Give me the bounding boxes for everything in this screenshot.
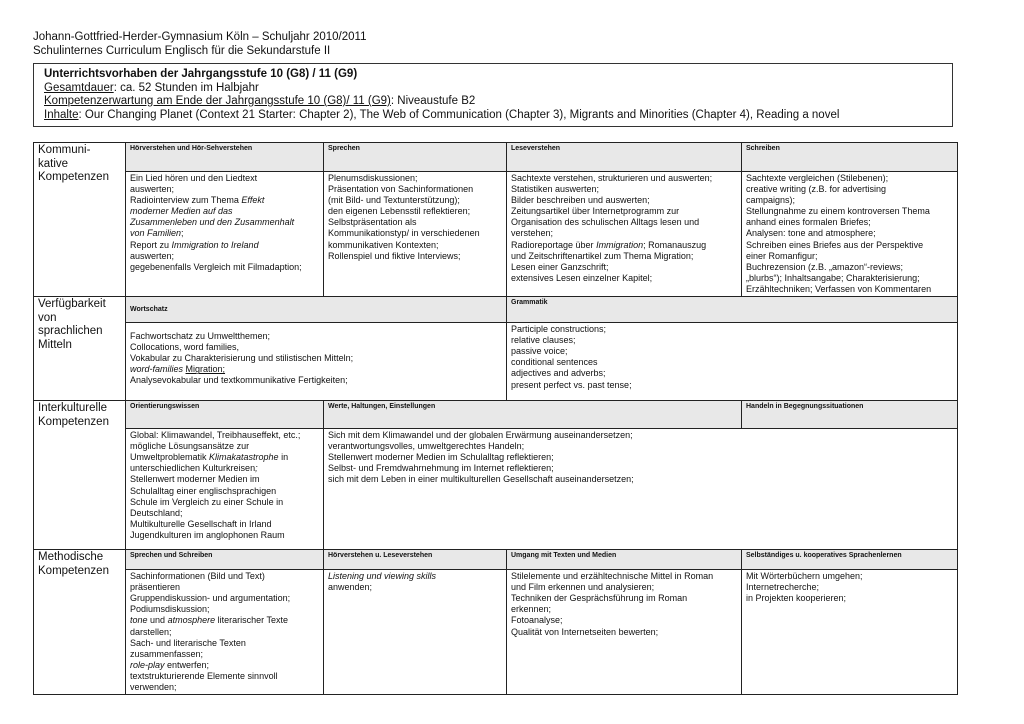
text-part: in: [278, 452, 289, 463]
text-part: Immigration to Ireland: [171, 239, 259, 250]
text-part: moderner Medien auf das: [130, 206, 233, 217]
text-line: präsentieren: [130, 582, 181, 593]
label-line: sprachlichen: [38, 325, 103, 338]
text-line: Statistiken auswerten;: [511, 184, 600, 195]
interkulturelle-label: [34, 401, 126, 550]
methodische-hoeren-cell: [324, 570, 507, 695]
orientierung-cell: [126, 429, 324, 550]
text-line: Stellungnahme zu einem kontroversen Thema: [746, 206, 930, 217]
document-header: [33, 31, 366, 58]
text-line: Fachwortschatz zu Umweltthemen;: [130, 331, 271, 342]
text-part: Listening und viewing skills: [328, 571, 437, 582]
text-line: Schulalltag einer englischsprachigen: [130, 485, 277, 496]
gesamtdauer-value: : ca. 52 Stunden im Halbjahr: [113, 81, 259, 94]
label-line: von: [38, 311, 57, 324]
header-hoerverstehen: Hörverstehen und Hör-Sehverstehen: [126, 143, 324, 172]
label-line: Mitteln: [38, 338, 72, 351]
methodische-sprechen-cell: [126, 570, 324, 695]
header-sprachenlernen: Selbständiges u. kooperatives Sprachenlernen: [742, 550, 958, 570]
label-line: Methodische: [38, 551, 104, 564]
text-line: passive voice;: [511, 346, 568, 357]
label-line: Interkulturelle: [38, 402, 108, 415]
text-line: zusammenfassen;: [130, 648, 204, 659]
label-line: Kompetenzen: [38, 415, 109, 428]
text-line: Selbst- und Fremdwahrnehmung im Internet reflektieren;: [328, 463, 554, 474]
text-part: von Familien: [130, 228, 182, 239]
vorhaben-title: Unterrichtsvorhaben der Jahrgangsstufe 10 (G8) / 11 (G9): [44, 68, 358, 80]
text-line: auswerten;: [130, 250, 175, 261]
text-line: mögliche Lösungsansätze zur: [130, 441, 250, 452]
text-part: unterschiedlichen Kulturkreisen: [130, 463, 256, 474]
text-line: adjectives and adverbs;: [511, 368, 606, 379]
text-part: role-play: [130, 659, 165, 670]
text-line: [130, 452, 319, 463]
text-line: Rollenspiel und fiktive Interviews;: [328, 250, 461, 261]
inhalte-label: Inhalte: [44, 108, 79, 121]
text-part: atmosphere: [167, 615, 216, 626]
kompetenzerwartung-label: Kompetenzerwartung am Ende der Jahrgangsstufe 10 (G8)/ 11 (G9): [44, 95, 391, 107]
text-line: [130, 660, 319, 671]
gesamtdauer-label: Gesamtdauer: [44, 81, 114, 94]
text-line: den eigenen Lebensstil reflektieren;: [328, 206, 471, 217]
text-part: Radioreportage über: [511, 239, 597, 250]
text-part: ;: [255, 463, 258, 474]
kommunikative-sprechen-cell: [324, 172, 507, 297]
text-line: [130, 240, 319, 251]
text-part: tone: [130, 615, 148, 626]
text-line: Sachtexte verstehen, strukturieren und auswerten;: [511, 173, 713, 183]
text-part: Radiointerview zum Thema: [130, 195, 242, 206]
header-sprechen-schreiben: Sprechen und Schreiben: [126, 550, 324, 570]
header-sprechen: Sprechen: [324, 143, 507, 172]
text-line: Präsentation von Sachinformationen: [328, 184, 474, 195]
text-part: Immigration: [596, 239, 644, 250]
grammatik-cell: [507, 323, 958, 401]
text-line: Buchrezension (z.B. „amazon“-reviews;: [746, 261, 904, 272]
text-line: extensives Lesen einzelner Kapitel;: [511, 272, 653, 283]
header-leseverstehen: Leseverstehen: [507, 143, 742, 172]
text-line: Lesen einer Ganzschrift;: [511, 261, 609, 272]
text-line: anwenden;: [328, 582, 373, 593]
text-line: Sach- und literarische Texten: [130, 637, 246, 648]
label-line: kative: [38, 157, 69, 170]
text-line: Organisation des schulischen Alltags lesen und: [511, 217, 700, 228]
text-part: ; Romanauszug: [643, 239, 707, 250]
text-line: verstehen;: [511, 228, 554, 239]
text-line: verwenden;: [130, 681, 177, 692]
text-line: Mit Wörterbüchern umgehen;: [746, 571, 863, 582]
text-line: Zeitungsartikel über Internetprogramm zur: [511, 206, 680, 217]
text-part: und: [147, 615, 168, 626]
kompetenzerwartung-line: [44, 95, 942, 109]
header-grammatik: Grammatik: [507, 297, 958, 323]
text-line: [130, 206, 319, 217]
text-line: „blurbs“); Inhaltsangabe; Charakterisierung;: [746, 272, 920, 283]
text-line: Global: Klimawandel, Treibhauseffekt, etc.;: [130, 430, 301, 441]
text-part: Umweltproblematik: [130, 452, 210, 463]
text-line: Schreiben eines Briefes aus der Perspektive: [746, 239, 924, 250]
verfuegbarkeit-label: [34, 297, 126, 401]
curriculum-title: Schulinternes Curriculum Englisch für die Sekundarstufe II: [33, 44, 331, 57]
text-line: [130, 463, 319, 474]
text-line: Qualität von Internetseiten bewerten;: [511, 626, 659, 637]
text-line: textstrukturierende Elemente sinnvoll: [130, 670, 278, 681]
text-line: Kommunikationstyp/ in verschiedenen: [328, 228, 480, 239]
header-schreiben: Schreiben: [742, 143, 958, 172]
header-werte: Werte, Haltungen, Einstellungen: [324, 401, 742, 429]
header-hoer-leseverstehen: Hörverstehen u. Leseverstehen: [324, 550, 507, 570]
text-line: und Zeitschriftenartikel zum Thema Migration;: [511, 250, 694, 261]
text-line: Analysen: tone and atmosphere;: [746, 228, 876, 239]
wortschatz-cell: [126, 323, 507, 401]
text-line: [130, 217, 319, 228]
kommunikative-hoeren-cell: [126, 172, 324, 297]
text-line: Stilelemente und erzähltechnische Mittel in Roman: [511, 571, 714, 582]
text-part: Report zu: [130, 239, 172, 250]
text-line: einer Romanfigur;: [746, 250, 818, 261]
label-line: Verfügbarkeit: [38, 298, 106, 311]
text-line: auswerten;: [130, 184, 175, 195]
methodische-umgang-cell: [507, 570, 742, 695]
text-line: [130, 228, 319, 239]
text-line: Plenumsdiskussionen;: [328, 173, 418, 183]
label-line: Kompetenzen: [38, 564, 109, 577]
text-part: Migration;: [185, 364, 226, 375]
text-line: Sachinformationen (Bild und Text): [130, 571, 265, 582]
text-line: [130, 195, 319, 206]
text-line: Selbstpräsentation als: [328, 217, 417, 228]
text-line: Schule im Vergleich zu einer Schule in: [130, 496, 284, 507]
text-line: Sich mit dem Klimawandel und der globalen Erwärmung auseinandersetzen;: [328, 430, 633, 441]
text-line: Stellenwert moderner Medien im Schulalltag reflektieren;: [328, 452, 554, 463]
text-line: Participle constructions;: [511, 324, 607, 335]
gesamtdauer-line: [44, 82, 942, 96]
label-line: Kommuni-: [38, 144, 91, 156]
text-part: Effekt: [241, 195, 265, 206]
text-line: verantwortungsvolles, umweltgerechtes Handeln;: [328, 441, 525, 452]
text-line: Jugendkulturen im anglophonen Raum: [130, 529, 285, 540]
text-part: entwerfen;: [164, 659, 210, 670]
kommunikative-schreiben-cell: [742, 172, 958, 297]
text-line: relative clauses;: [511, 335, 576, 346]
kommunikative-lesen-cell: [507, 172, 742, 297]
text-line: [511, 240, 737, 251]
text-line: Stellenwert moderner Medien im: [130, 474, 260, 485]
methodische-label: [34, 550, 126, 695]
curriculum-table: [33, 142, 958, 695]
header-handeln: Handeln in Begegnungssituationen: [742, 401, 958, 429]
text-line: Analysevokabular und textkommunikative Fertigkeiten;: [130, 375, 348, 386]
text-line: conditional sentences: [511, 357, 598, 368]
text-line: erkennen;: [511, 604, 552, 615]
text-line: [130, 364, 502, 375]
kompetenzerwartung-value: : Niveaustufe B2: [390, 95, 476, 107]
text-part: literarischer Texte: [215, 615, 288, 626]
text-part: Klimakatastrophe: [209, 452, 279, 463]
text-line: Fotoanalyse;: [511, 615, 563, 626]
text-line: kommunikativen Kontexten;: [328, 239, 439, 250]
text-line: Internetrecherche;: [746, 582, 820, 593]
text-line: Techniken der Gesprächsführung im Roman: [511, 593, 688, 604]
header-umgang-texte-medien: Umgang mit Texten und Medien: [507, 550, 742, 570]
inhalte-line: [44, 109, 942, 123]
text-line: Collocations, word families,: [130, 342, 240, 353]
methodische-selbst-cell: [742, 570, 958, 695]
text-line: Podiumsdiskussion;: [130, 604, 210, 615]
text-line: Bilder beschreiben und auswerten;: [511, 195, 650, 206]
text-line: Vokabular zu Charakterisierung und stilistischen Mitteln;: [130, 353, 354, 364]
header-orientierungswissen: Orientierungswissen: [126, 401, 324, 429]
header-wortschatz: Wortschatz: [126, 297, 507, 323]
text-line: (mit Bild- und Textunterstützung);: [328, 195, 460, 206]
text-line: sich mit dem Leben in einer multikulturellen Gesellschaft auseinandersetzen;: [328, 474, 634, 485]
text-line: und Film erkennen und analysieren;: [511, 582, 655, 593]
inhalte-value: : Our Changing Planet (Context 21 Starter: Chapter 2), The Web of Communication (Chapter 3), Migrants and Minorities (Chapter 4), Reading a novel: [78, 108, 840, 121]
text-line: Gruppendiskussion- und argumentation;: [130, 593, 291, 604]
text-line: [130, 615, 319, 626]
text-line: [328, 571, 502, 582]
text-line: anhand eines formalen Briefes;: [746, 217, 871, 228]
text-line: Multikulturelle Gesellschaft in Irland: [130, 518, 272, 529]
text-line: campaigns);: [746, 195, 796, 206]
label-line: Kompetenzen: [38, 171, 109, 183]
text-line: Erzähltechniken; Verfassen von Kommentaren: [746, 283, 932, 294]
text-line: creative writing (z.B. for advertising: [746, 184, 887, 195]
text-part: ;: [181, 228, 184, 239]
text-part: word-families: [130, 364, 184, 375]
school-title: Johann-Gottfried-Herder-Gymnasium Köln – Schuljahr 2010/2011: [33, 31, 367, 43]
text-part: Zusammenleben und den Zusammenhalt: [130, 217, 295, 228]
text-line: Sachtexte vergleichen (Stilebenen);: [746, 173, 889, 183]
werte-cell: [324, 429, 958, 550]
text-line: Ein Lied hören und den Liedtext: [130, 173, 258, 183]
text-line: present perfect vs. past tense;: [511, 379, 632, 390]
text-line: Deutschland;: [130, 507, 183, 518]
text-line: in Projekten kooperieren;: [746, 593, 847, 604]
unterrichtsvorhaben-box: [33, 63, 953, 127]
text-line: gegebenenfalls Vergleich mit Filmadaption;: [130, 261, 302, 272]
text-line: darstellen;: [130, 626, 172, 637]
kommunikative-label: [34, 143, 126, 297]
